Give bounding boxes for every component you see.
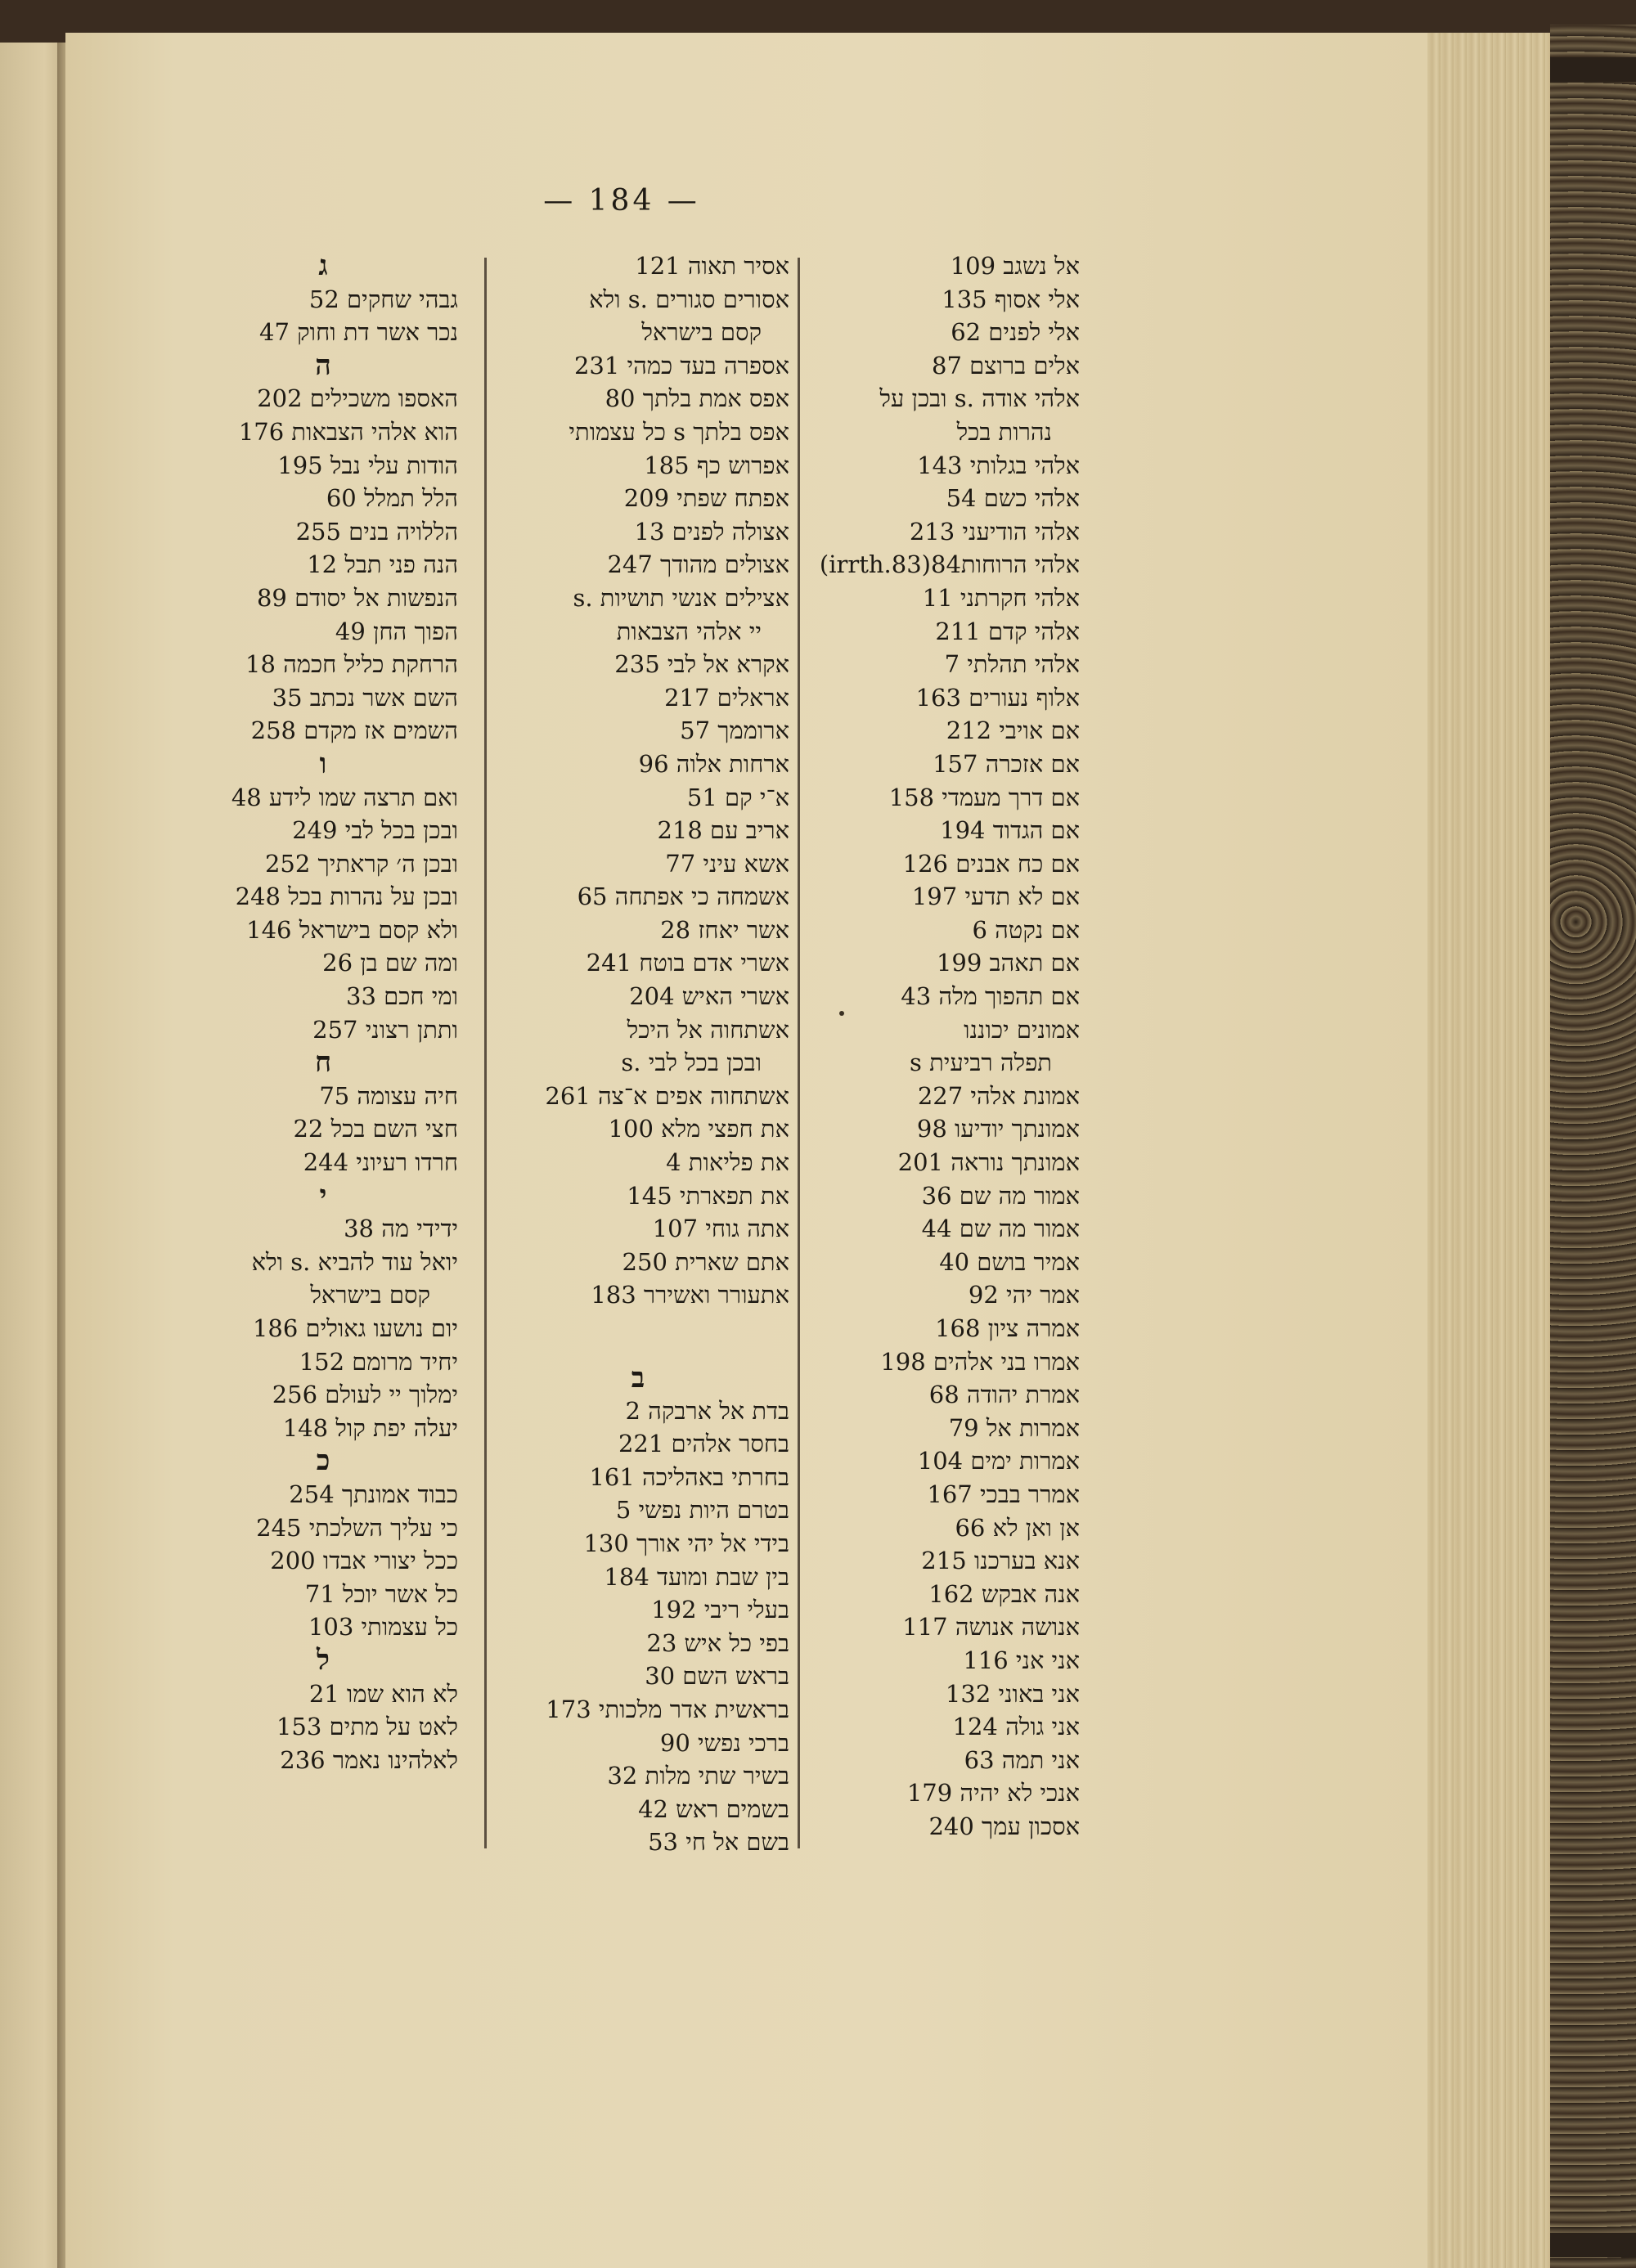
index-entry: אמר יהי 92 <box>968 1281 1080 1309</box>
index-entry: אסכון עמך 240 <box>928 1812 1080 1840</box>
index-entry: בשם אל חי 53 <box>648 1828 789 1857</box>
cover-band <box>1550 2233 1636 2257</box>
index-entry: אני באוני 132 <box>945 1679 1080 1708</box>
section-letter: ל <box>317 1643 330 1677</box>
cover-band <box>1550 57 1636 82</box>
index-column-right <box>793 249 1080 1844</box>
index-entry: ובכן בכל לבי 249 <box>292 816 458 845</box>
index-entry: הלל תמלל 60 <box>326 484 458 513</box>
index-entry: בראש השם 30 <box>645 1662 789 1691</box>
section-letter: ה <box>315 348 331 382</box>
index-entry: אצולים מהודך 247 <box>607 550 789 579</box>
index-entry: אנושה אנושה 117 <box>902 1613 1080 1641</box>
index-entry: אשרי אדם בוטח 241 <box>586 949 789 977</box>
index-entry: חיה עצומה 75 <box>319 1081 458 1110</box>
index-entry: אני גולה 124 <box>952 1713 1080 1741</box>
index-entry: אם דרך מעמדי 158 <box>888 783 1080 811</box>
index-entry: אמרר בבכי 167 <box>927 1480 1080 1508</box>
index-entry: לא הוא שמו 21 <box>308 1679 458 1708</box>
index-column-left <box>188 249 458 1776</box>
index-entry: בפי כל איש 23 <box>646 1628 789 1657</box>
index-entry: אל נשגב 109 <box>950 252 1080 280</box>
index-entry: אפס אמת בלתך 80 <box>605 384 789 413</box>
index-column-middle <box>487 249 789 1859</box>
index-entry: גבהי שחקים 52 <box>308 285 458 313</box>
index-entry: אפרוש כף 185 <box>644 451 789 479</box>
index-entry: חרדו רעיוני 244 <box>303 1148 458 1177</box>
index-entry: אשא עיני 77 <box>665 849 789 878</box>
index-entry: הודות עלי נבל 195 <box>277 451 458 479</box>
index-entry-continuation: תפלה רביעית s <box>910 1049 1052 1077</box>
index-entry: אשרי האיש 204 <box>629 982 789 1011</box>
index-entry: אנה אבקש 162 <box>928 1579 1080 1608</box>
page-number: — 184 — <box>543 184 700 218</box>
index-entry: בטרם היות נפשי 5 <box>615 1496 789 1525</box>
index-entry: אלהי קדם 211 <box>935 617 1080 645</box>
index-entry: ימלוך יי לעולם 256 <box>272 1381 458 1409</box>
section-letter: ח <box>314 1046 332 1080</box>
index-entry: אלי אסוף 135 <box>942 285 1080 313</box>
index-entry: את פליאות 4 <box>666 1148 789 1177</box>
index-entry: הנפשות אל יסודם 89 <box>256 583 458 612</box>
index-entry: ארחות אלוה 96 <box>638 749 789 778</box>
index-entry: אסורים סגורים .s ולא <box>589 285 789 313</box>
index-entry: יואל עוד להביא .s ולא <box>251 1247 458 1276</box>
column-gap <box>487 1312 789 1345</box>
index-entry: אצולה לפנים 13 <box>634 517 789 546</box>
index-entry: הנה פני תבל 12 <box>307 550 458 579</box>
index-entry: אמרה ציון 168 <box>935 1314 1080 1342</box>
marbled-cover-edge <box>1550 25 1636 2268</box>
index-entry: אשר יאחז 28 <box>660 915 789 944</box>
index-entry: אפתח שפתי 209 <box>623 484 789 513</box>
section-letter: כ <box>316 1444 330 1478</box>
index-entry: הוא אלהי הצבאות 176 <box>238 417 458 446</box>
section-letter: ו <box>319 747 327 780</box>
index-entry: אנכי לא יהיה 179 <box>906 1779 1080 1808</box>
index-entry: אמונים יכוננו <box>964 1015 1080 1044</box>
index-entry: אלהי אודה .s ובכן על <box>879 384 1080 413</box>
index-entry: בראשית אדר מלכותי 173 <box>546 1695 789 1723</box>
index-entry: אתה גוחי 107 <box>652 1215 789 1243</box>
index-entry: אלהי כשם 54 <box>946 484 1080 513</box>
index-entry: בשמים ראש 42 <box>638 1794 789 1823</box>
index-entry: כי עליך השלכתי 245 <box>256 1513 458 1542</box>
index-entry: יום נושעו גאולים 186 <box>252 1314 458 1342</box>
index-entry: ובכן ה׳ קראתיך 252 <box>264 849 458 878</box>
index-entry-continuation: קסם בישראל <box>641 318 762 347</box>
index-entry: אלהי הרוחות84(irrth.83) <box>819 550 1080 579</box>
index-entry: אמרות ימים 104 <box>917 1447 1080 1475</box>
index-entry: בחסר אלהים 221 <box>618 1430 789 1458</box>
index-entry: את חפצי מלא 100 <box>608 1115 789 1143</box>
section-letter: ב <box>631 1361 645 1394</box>
index-entry: האספו משכילים 202 <box>257 384 458 413</box>
index-entry: ובכן על נהרות בכל 248 <box>235 882 458 911</box>
index-entry: ככל יצורי אבדו 200 <box>270 1547 458 1575</box>
index-entry: בין שבת ומועד 184 <box>604 1562 789 1591</box>
index-entry: אם אויבי 212 <box>946 716 1080 745</box>
index-entry: אלי לפנים 62 <box>951 318 1080 347</box>
index-entry: אלהי בגלותי 143 <box>917 451 1080 479</box>
index-entry: אלהי תהלתי 7 <box>944 650 1080 679</box>
section-letter: י <box>319 1179 327 1212</box>
index-entry: אפס בלתך s כל עצמותי <box>569 417 789 446</box>
index-entry: אני תמה 63 <box>964 1745 1080 1774</box>
index-entry: אשמחה כי אפתחה 65 <box>577 882 789 911</box>
index-entry: אתם שארית 250 <box>622 1247 789 1276</box>
index-entry: ידידי מה 38 <box>344 1215 458 1243</box>
index-entry: אנא בערכנו 215 <box>921 1547 1080 1575</box>
index-entry: אלוף נעורים 163 <box>915 683 1080 712</box>
index-entry: אם נקטה 6 <box>972 915 1080 944</box>
index-entry: ברכי נפשי 90 <box>659 1728 789 1757</box>
index-entry: ולא קסם בישראל 146 <box>246 915 458 944</box>
index-entry: אם תאהב 199 <box>936 949 1080 977</box>
index-entry: אם לא תדעי 197 <box>911 882 1080 911</box>
index-entry: בשיר שתי מלות 32 <box>607 1762 789 1790</box>
index-entry: בידי אל יהי אורך 130 <box>583 1529 789 1557</box>
index-entry: אסיר תאוה 121 <box>635 252 789 280</box>
index-entry-continuation: נהרות בכל <box>956 417 1052 446</box>
index-entry: אקרא אל לבי 235 <box>614 650 789 679</box>
index-entry: ותתן רצוני 257 <box>312 1015 458 1044</box>
index-entry: יחיד מרומם 152 <box>299 1347 458 1376</box>
index-entry: אראלים 217 <box>664 683 789 712</box>
index-entry: אמיר בושם 40 <box>939 1247 1080 1276</box>
index-entry: אמונת אלהי 227 <box>917 1081 1080 1110</box>
index-entry: בדת אל ארבקה 2 <box>625 1396 789 1425</box>
index-entry: השם אשר נכתב 35 <box>272 683 458 712</box>
index-entry: אלים ברוצם 87 <box>932 351 1080 379</box>
index-entry: כל עצמותי 103 <box>308 1613 458 1641</box>
index-entry: אריב עם 218 <box>657 816 789 845</box>
index-entry: אמור מה שם 36 <box>921 1181 1080 1210</box>
index-entry: הפוך החן 49 <box>335 617 458 645</box>
section-letter: ג <box>318 249 328 282</box>
index-entry: אספרה בעד כמהי 231 <box>573 351 789 379</box>
index-entry: אן ואן לא 66 <box>955 1513 1080 1542</box>
index-entry: אם אזכרה 157 <box>933 749 1080 778</box>
index-entry-continuation: ובכן בכל לבי .s <box>621 1049 762 1077</box>
index-entry: לאלהינו נאמר 236 <box>280 1745 458 1774</box>
index-entry: את תפארתי 145 <box>627 1181 789 1210</box>
index-entry: א־י קם 51 <box>686 783 789 811</box>
index-entry: הרחקת כליל חכמה 18 <box>245 650 458 679</box>
index-entry: נכר אשר דת וחוק 47 <box>259 318 458 347</box>
index-entry: אמרת יהודה 68 <box>928 1381 1080 1409</box>
index-entry: אמונתך נוראה 201 <box>897 1148 1080 1177</box>
index-entry: אמרו בני אלהים 198 <box>880 1347 1080 1376</box>
index-entry: אני אני 116 <box>963 1646 1080 1674</box>
index-entry: בחרתי באהליכה 161 <box>589 1462 789 1491</box>
index-entry: אלהי הודיעני 213 <box>909 517 1080 546</box>
page-stack-edge <box>1427 33 1550 2268</box>
index-entry: יעלה יפת קול 148 <box>282 1413 458 1442</box>
index-entry-continuation: קסם בישראל <box>310 1281 430 1309</box>
index-entry: אתעורר ואשירר 183 <box>591 1281 789 1309</box>
index-entry: לאט על מתים 153 <box>276 1713 458 1741</box>
index-entry: ואם תרצה שמו לידע 48 <box>231 783 458 811</box>
index-entry: אשתחוה אפים א־צה 261 <box>545 1081 789 1110</box>
index-entry: אמור מה שם 44 <box>921 1215 1080 1243</box>
index-entry: אם כח אבנים 126 <box>902 849 1080 878</box>
index-entry: אמרות אל 79 <box>948 1413 1080 1442</box>
index-entry: אצילים אנשי תושיות .s <box>573 583 789 612</box>
index-entry: בעלי ריבי 192 <box>651 1596 789 1624</box>
index-entry: כל אשר יוכל 71 <box>304 1579 458 1608</box>
index-entry: אמונתך יודיעו 98 <box>916 1115 1080 1143</box>
index-entry: אם תהפוך מלה 43 <box>901 982 1080 1011</box>
index-entry: אם הגדוד 194 <box>940 816 1080 845</box>
index-entry: חצי השם בכל 22 <box>293 1115 458 1143</box>
index-entry: אשתחוה אל היכל <box>627 1015 789 1044</box>
facing-page-edge <box>0 43 64 2268</box>
index-entry-continuation: יי אלהי הצבאות <box>616 617 762 645</box>
index-entry: השמים אז מקדם 258 <box>250 716 458 745</box>
index-entry: כבוד אמונתך 254 <box>289 1480 458 1508</box>
index-entry: הללויה בנים 255 <box>295 517 458 546</box>
index-entry: ומה שם בן 26 <box>322 949 458 977</box>
index-entry: ארוממך 57 <box>680 716 789 745</box>
ink-speck <box>839 1011 844 1016</box>
index-entry: ומי חכם 33 <box>346 982 458 1011</box>
index-entry: אלהי חקרתני 11 <box>922 583 1080 612</box>
